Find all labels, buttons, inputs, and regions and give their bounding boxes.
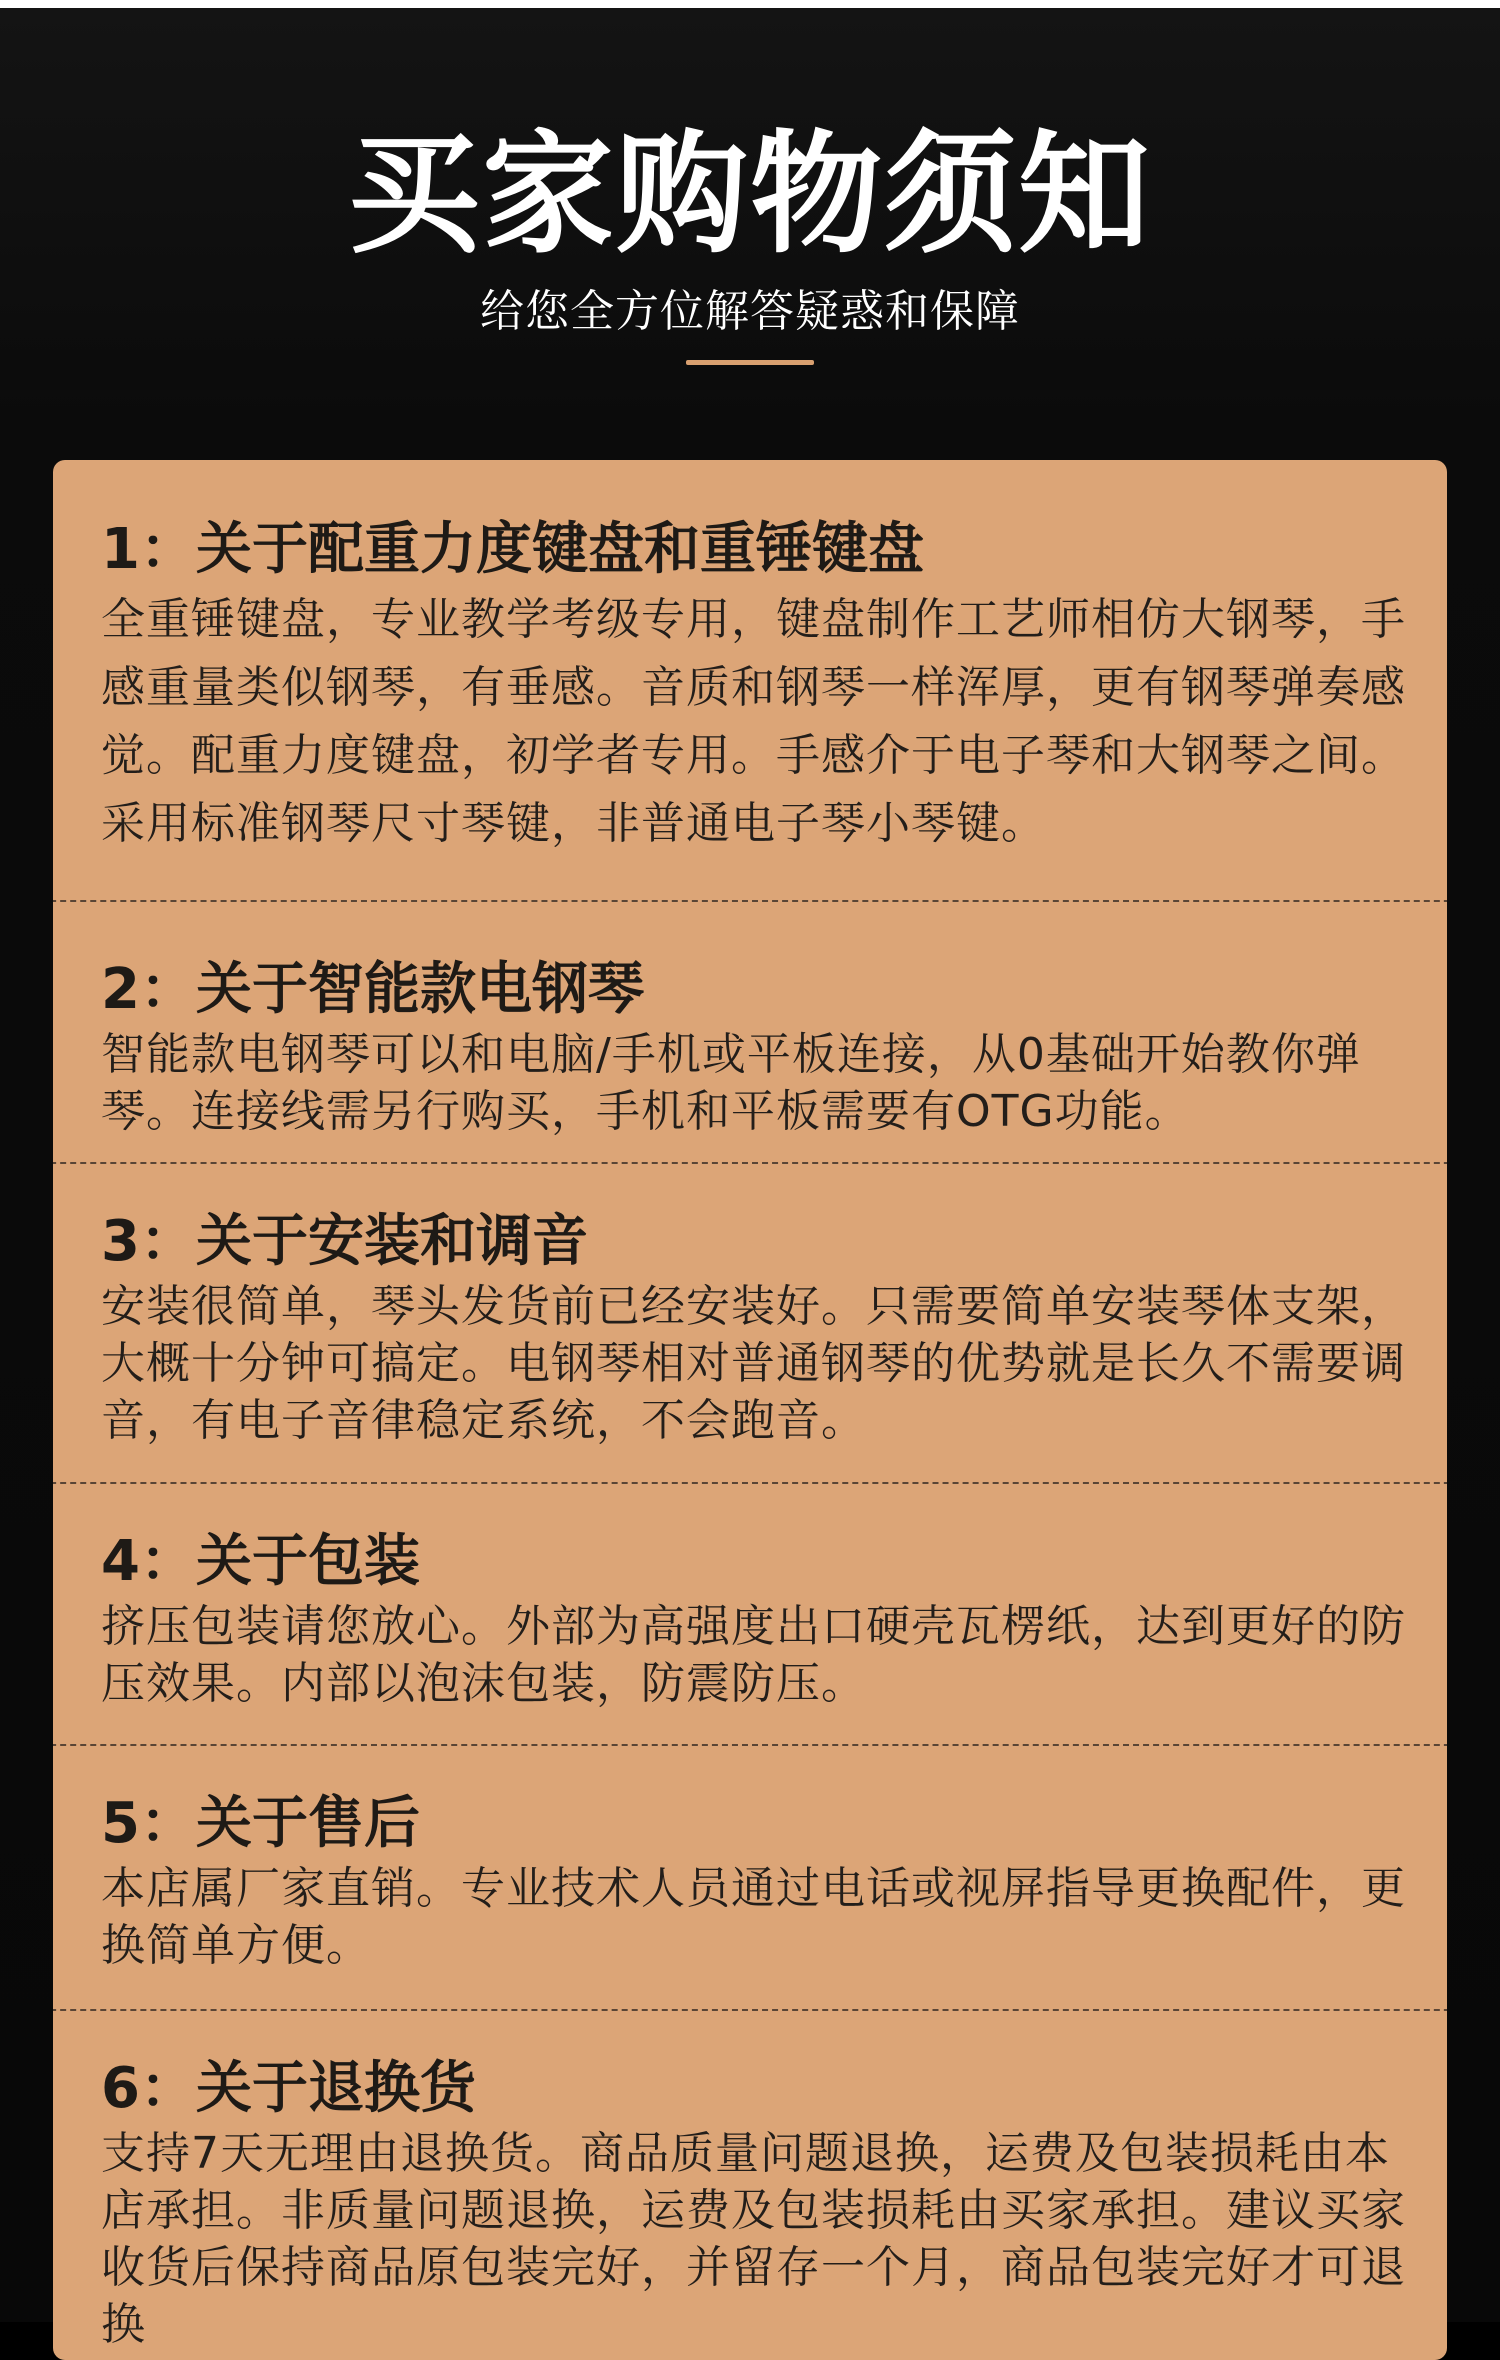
header	[0, 120, 1500, 365]
faq-list	[53, 460, 1447, 2360]
faq-item-smart-piano	[53, 900, 1447, 1162]
faq-item-body: 挤压包装请您放心。外部为高强度出口硬壳瓦楞纸，达到更好的防压效果。内部以泡沫包装，防震防压。	[101, 1601, 1406, 1709]
faq-item-title: 2：关于智能款电钢琴	[101, 957, 644, 1022]
faq-item-title: 1：关于配重力度键盘和重锤键盘	[101, 517, 924, 582]
page-subtitle: 给您全方位解答疑惑和保障	[480, 286, 1020, 337]
faq-item-title: 4：关于包装	[101, 1529, 420, 1594]
faq-item-body: 安装很简单，琴头发货前已经安装好。只需要简单安装琴体支架，大概十分钟可搞定。电钢琴相对普通钢琴的优势就是长久不需要调音，有电子音律稳定系统，不会跑音。	[101, 1281, 1406, 1446]
faq-item-body: 支持7天无理由退换货。商品质量问题退换，运费及包装损耗由本店承担。非质量问题退换，运费及包装损耗由买家承担。建议买家收货后保持商品原包装完好，并留存一个月，商品包装完好才可退换	[101, 2128, 1406, 2350]
faq-item-packaging	[53, 1482, 1447, 1744]
faq-item-install-tuning	[53, 1162, 1447, 1482]
faq-panel	[53, 460, 1447, 2360]
top-edge-strip	[0, 0, 1500, 8]
page-title: 买家购物须知	[348, 118, 1152, 272]
faq-item-keyboard	[53, 460, 1447, 900]
faq-item-title: 5：关于售后	[101, 1791, 420, 1856]
faq-item-title: 3：关于安装和调音	[101, 1209, 588, 1274]
title-underline	[686, 360, 814, 365]
faq-item-body: 本店属厂家直销。专业技术人员通过电话或视屏指导更换配件，更换简单方便。	[101, 1863, 1406, 1971]
faq-item-returns	[53, 2009, 1447, 2360]
faq-item-body: 智能款电钢琴可以和电脑/手机或平板连接，从0基础开始教你弹琴。连接线需另行购买，手机和平板需要有OTG功能。	[101, 1029, 1361, 1137]
faq-item-title: 6：关于退换货	[101, 2056, 476, 2121]
faq-item-body: 全重锤键盘，专业教学考级专用，键盘制作工艺师相仿大钢琴，手感重量类似钢琴，有垂感。音质和钢琴一样浑厚，更有钢琴弹奏感觉。配重力度键盘，初学者专用。手感介于电子琴和大钢琴之间。采用标准钢琴尺寸琴键，非普通电子琴小琴键。	[101, 594, 1406, 849]
faq-item-after-sales	[53, 1744, 1447, 2009]
